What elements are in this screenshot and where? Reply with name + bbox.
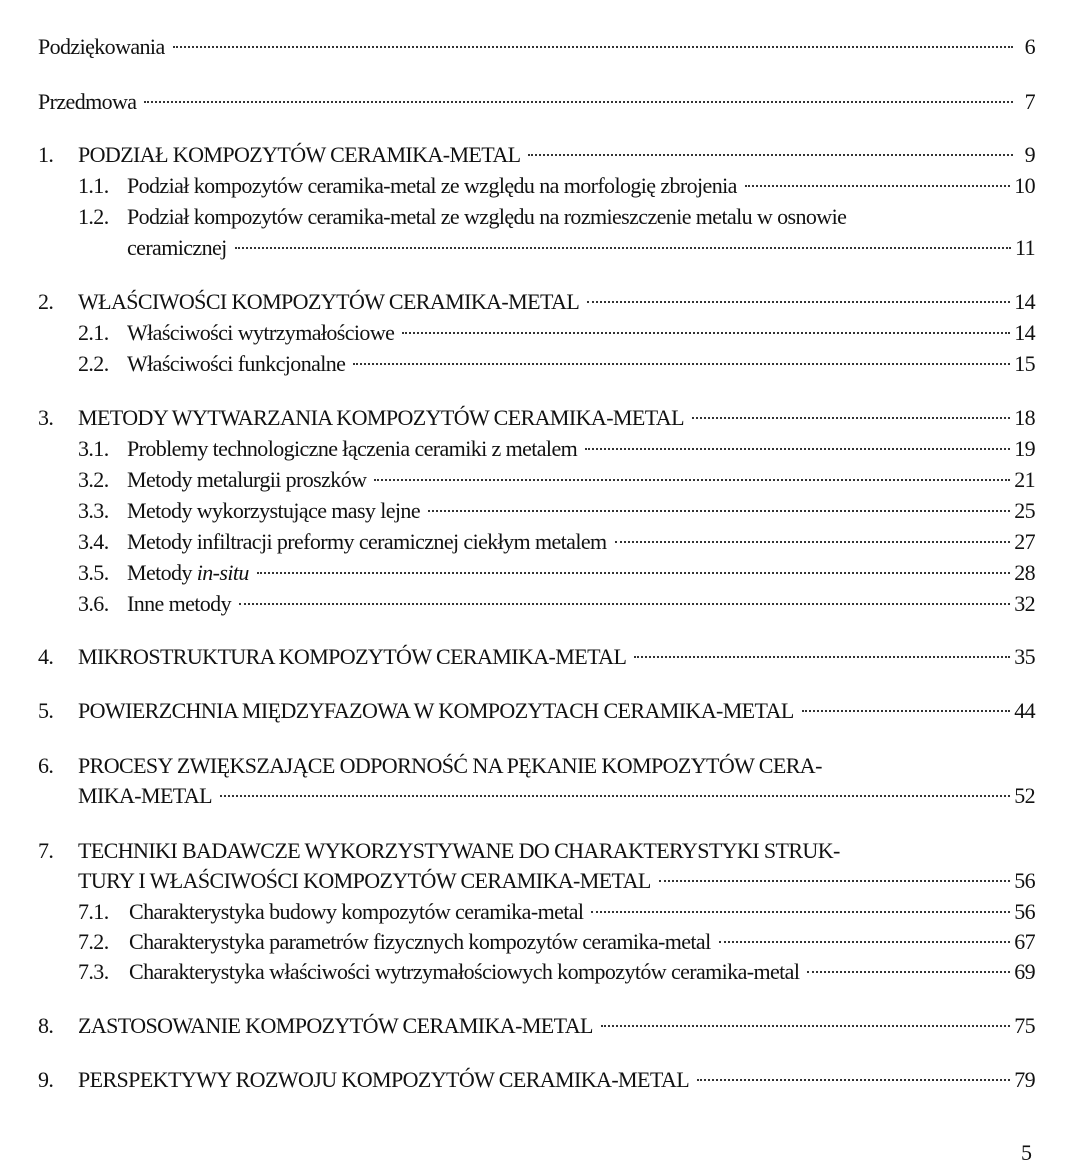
dot-leader	[428, 508, 1010, 512]
toc-chapter-1[interactable]	[0, 140, 1089, 170]
section-number: 3.2.	[78, 467, 109, 492]
section-title: Metody metalurgii proszków	[127, 467, 367, 492]
section-title-line1: Podział kompozytów ceramika-metal ze względu na rozmieszczenie metalu w osnowie	[127, 204, 847, 229]
toc-page: 35	[1014, 644, 1035, 669]
toc-chapter-9[interactable]	[0, 1065, 1089, 1095]
dot-leader	[173, 44, 1013, 48]
toc-chapter-4[interactable]	[0, 642, 1089, 672]
toc-section-2-2[interactable]	[0, 349, 1089, 379]
dot-leader	[692, 415, 1010, 419]
toc-chapter-5[interactable]	[0, 696, 1089, 726]
chapter-number: 1.	[38, 142, 54, 167]
toc-page: 11	[1015, 235, 1035, 260]
section-number: 3.6.	[78, 591, 109, 616]
section-number: 1.1.	[78, 173, 109, 198]
section-title: Charakterystyka budowy kompozytów ceramika-metal	[129, 899, 584, 924]
section-title: Metody wykorzystujące masy lejne	[127, 498, 420, 523]
dot-leader	[807, 969, 1010, 973]
chapter-title-line2: MIKA-METAL	[78, 783, 212, 808]
chapter-title: ZASTOSOWANIE KOMPOZYTÓW CERAMIKA-METAL	[78, 1013, 593, 1038]
dot-leader	[239, 601, 1010, 605]
toc-section-3-6[interactable]	[0, 589, 1089, 619]
section-title	[127, 558, 249, 588]
chapter-title: WŁAŚCIWOŚCI KOMPOZYTÓW CERAMIKA-METAL	[78, 289, 580, 314]
toc-section-3-1[interactable]	[0, 434, 1089, 464]
chapter-title: MIKROSTRUKTURA KOMPOZYTÓW CERAMIKA-METAL	[78, 644, 627, 669]
toc-title: Przedmowa	[38, 89, 137, 114]
section-number: 3.3.	[78, 498, 109, 523]
chapter-title: POWIERZCHNIA MIĘDZYFAZOWA W KOMPOZYTACH CERAMIKA-METAL	[78, 698, 794, 723]
chapter-number: 4.	[38, 644, 54, 669]
section-number: 7.1.	[78, 899, 109, 924]
section-title: Charakterystyka parametrów fizycznych kompozytów ceramika-metal	[129, 929, 711, 954]
toc-chapter-3[interactable]	[0, 403, 1089, 433]
chapter-title: METODY WYTWARZANIA KOMPOZYTÓW CERAMIKA-METAL	[78, 405, 684, 430]
chapter-number: 7.	[38, 838, 54, 863]
chapter-title-line1: PROCESY ZWIĘKSZAJĄCE ODPORNOŚĆ NA PĘKANIE KOMPOZYTÓW CERA-	[78, 753, 822, 778]
section-title-prefix: Metody	[127, 560, 197, 585]
toc-page: 10	[1014, 173, 1035, 198]
chapter-number: 3.	[38, 405, 54, 430]
dot-leader	[601, 1023, 1010, 1027]
dot-leader	[235, 245, 1011, 249]
section-title: Charakterystyka właściwości wytrzymałościowych kompozytów ceramika-metal	[129, 959, 800, 984]
dot-leader	[634, 654, 1010, 658]
toc-page: 79	[1014, 1067, 1035, 1092]
toc-section-1-2-continued[interactable]	[0, 233, 1089, 263]
chapter-number: 9.	[38, 1067, 54, 1092]
toc-title: Podziękowania	[38, 34, 165, 59]
dot-leader	[402, 330, 1010, 334]
dot-leader	[697, 1077, 1010, 1081]
dot-leader	[591, 909, 1010, 913]
toc-page: 75	[1014, 1013, 1035, 1038]
section-title: Podział kompozytów ceramika-metal ze względu na morfologię zbrojenia	[127, 173, 737, 198]
toc-chapter-7[interactable]	[0, 836, 1089, 866]
toc-page: 67	[1014, 929, 1035, 954]
toc-page: 18	[1014, 405, 1035, 430]
dot-leader	[257, 570, 1010, 574]
dot-leader	[587, 299, 1010, 303]
toc-page: 56	[1014, 868, 1035, 893]
section-number: 3.4.	[78, 529, 109, 554]
toc-page: 52	[1014, 783, 1035, 808]
chapter-number: 5.	[38, 698, 54, 723]
toc-entry-preface[interactable]	[0, 87, 1089, 117]
toc-page: 27	[1014, 529, 1035, 554]
section-number: 7.3.	[78, 959, 109, 984]
dot-leader	[615, 539, 1011, 543]
toc-page: 7	[1024, 89, 1035, 114]
toc-section-3-5[interactable]	[0, 558, 1089, 588]
toc-section-2-1[interactable]	[0, 318, 1089, 348]
chapter-number: 6.	[38, 753, 54, 778]
dot-leader	[585, 446, 1010, 450]
toc-section-3-3[interactable]	[0, 496, 1089, 526]
toc-page: 25	[1014, 498, 1035, 523]
section-number: 3.5.	[78, 560, 109, 585]
chapter-title: PODZIAŁ KOMPOZYTÓW CERAMIKA-METAL	[78, 142, 521, 167]
dot-leader	[528, 152, 1013, 156]
toc-section-1-1[interactable]	[0, 171, 1089, 201]
toc-section-3-4[interactable]	[0, 527, 1089, 557]
chapter-number: 8.	[38, 1013, 54, 1038]
section-number: 2.2.	[78, 351, 109, 376]
toc-page: 14	[1014, 320, 1035, 345]
section-number: 3.1.	[78, 436, 109, 461]
toc-entry-acknowledgements[interactable]	[0, 32, 1089, 62]
section-title: Metody infiltracji preformy ceramicznej ciekłym metalem	[127, 529, 607, 554]
section-title: Inne metody	[127, 591, 231, 616]
toc-page: 44	[1014, 698, 1035, 723]
toc-page: 9	[1024, 142, 1035, 167]
toc-chapter-7-continued[interactable]	[0, 866, 1089, 896]
toc-page: 21	[1014, 467, 1035, 492]
toc-section-7-1[interactable]	[0, 897, 1089, 927]
toc-chapter-6[interactable]	[0, 751, 1089, 781]
toc-page: 56	[1014, 899, 1035, 924]
chapter-title: PERSPEKTYWY ROZWOJU KOMPOZYTÓW CERAMIKA-METAL	[78, 1067, 690, 1092]
toc-section-7-2[interactable]	[0, 927, 1089, 957]
toc-chapter-8[interactable]	[0, 1011, 1089, 1041]
toc-page: 14	[1014, 289, 1035, 314]
section-title: Właściwości funkcjonalne	[127, 351, 346, 376]
section-number: 7.2.	[78, 929, 109, 954]
section-title: Właściwości wytrzymałościowe	[127, 320, 395, 345]
dot-leader	[144, 99, 1013, 103]
toc-page: 32	[1014, 591, 1035, 616]
dot-leader	[719, 939, 1011, 943]
dot-leader	[353, 361, 1010, 365]
dot-leader	[659, 878, 1010, 882]
toc-chapter-2[interactable]	[0, 287, 1089, 317]
toc-page: 6	[1024, 34, 1035, 59]
toc-page: 28	[1014, 560, 1035, 585]
dot-leader	[802, 708, 1010, 712]
section-number: 2.1.	[78, 320, 109, 345]
dot-leader	[374, 477, 1010, 481]
toc-chapter-6-continued[interactable]	[0, 781, 1089, 811]
section-title: Problemy technologiczne łączenia ceramiki z metalem	[127, 436, 578, 461]
chapter-title-line1: TECHNIKI BADAWCZE WYKORZYSTYWANE DO CHARAKTERYSTYKI STRUK-	[78, 838, 840, 863]
toc-section-3-2[interactable]	[0, 465, 1089, 495]
chapter-number: 2.	[38, 289, 54, 314]
chapter-title-line2: TURY I WŁAŚCIWOŚCI KOMPOZYTÓW CERAMIKA-METAL	[78, 868, 651, 893]
section-title-italic: in-situ	[196, 560, 249, 585]
toc-page: 19	[1014, 436, 1035, 461]
section-number: 1.2.	[78, 204, 109, 229]
section-title-line2: ceramicznej	[127, 235, 227, 260]
toc-page: 69	[1014, 959, 1035, 984]
dot-leader	[220, 793, 1010, 797]
toc-page: 15	[1014, 351, 1035, 376]
toc-section-7-3[interactable]	[0, 957, 1089, 987]
page-number: 5	[1021, 1140, 1032, 1165]
dot-leader	[745, 183, 1010, 187]
toc-section-1-2[interactable]	[0, 202, 1089, 232]
